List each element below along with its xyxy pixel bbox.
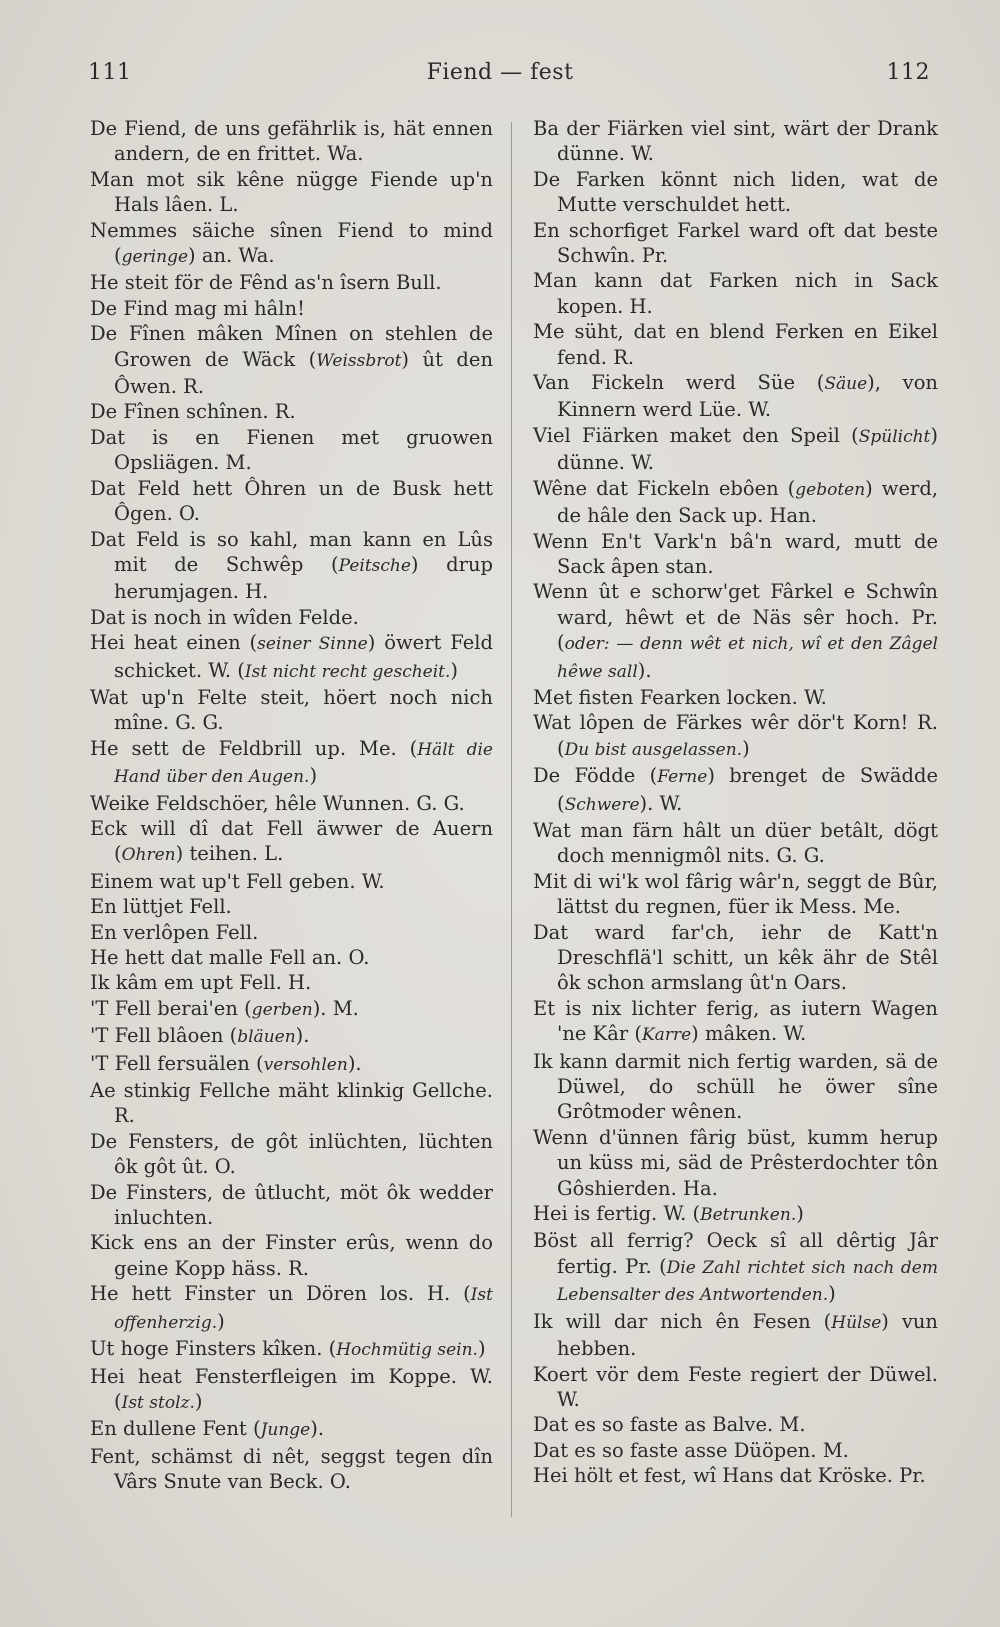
proverb-entry: Hei is fertig. W. (Betrunken.) [533, 1202, 804, 1226]
proverb-entry: Wat lôpen de Färkes wêr dör't Korn! R. (Du bist ausgelassen.) [533, 711, 938, 760]
page-number-left: 111 [88, 60, 132, 85]
proverb-entry: De Fensters, de gôt inlüchten, lüchten ôk gôt ût. O. [90, 1129, 493, 1179]
proverb-entry: Dat is en Fienen met gruowen Opsliägen. M. [90, 425, 493, 475]
proverb-entry: Dat Feld hett Ôhren un de Busk hett Ôgen. O. [90, 476, 493, 526]
proverb-entry: De Fiend, de uns gefährlik is, hät ennen andern, de en frittet. Wa. [90, 117, 493, 166]
proverb-entry: Dat is noch in wîden Felde. [90, 605, 359, 629]
proverb-entry: Weike Feldschöer, hêle Wunnen. G. G. [90, 791, 465, 815]
left-column [90, 116, 493, 1495]
proverb-entry: He hett Finster un Dören los. H. (Ist offenherzig.) [90, 1282, 493, 1333]
proverb-entry: Wat up'n Felte steit, höert noch nich mîne. G. G. [90, 685, 493, 735]
proverb-entry: 'T Fell fersuälen (versohlen). [90, 1051, 362, 1075]
proverb-entry: Ut hoge Finsters kîken. (Hochmütig sein.) [90, 1337, 486, 1361]
proverb-entry: Van Fickeln werd Süe (Säue), von Kinnern werd Lüe. W. [533, 371, 938, 422]
proverb-entry: En verlôpen Fell. [90, 920, 259, 944]
proverb-entry: Et is nix lichter ferig, as iutern Wagen 'ne Kâr (Karre) mâken. W. [533, 996, 938, 1046]
proverb-entry: Dat es so faste as Balve. M. [533, 1413, 806, 1437]
proverb-entry: Viel Fiärken maket den Speil (Spülicht) dünne. W. [533, 423, 938, 475]
proverb-entry: Wenn En't Vark'n bâ'n ward, mutt de Sack âpen stan. [533, 529, 938, 578]
proverb-entry: Nemmes säiche sînen Fiend to mind (geringe) an. Wa. [90, 218, 493, 268]
proverb-entry: Ik kâm em upt Fell. H. [90, 971, 312, 995]
proverb-entry: Dat Feld is so kahl, man kann en Lûs mit de Schwêp (Peitsche) drup herumjagen. H. [90, 527, 494, 604]
proverb-entry: Dat es so faste asse Düöpen. M. [533, 1438, 849, 1462]
proverb-entry: De Finsters, de ûtlucht, möt ôk wedder inluchten. [90, 1180, 493, 1230]
proverb-entry: Hei heat einen (seiner Sinne) öwert Feld schicket. W. (Ist nicht recht gescheit.) [90, 631, 493, 682]
proverb-entry: Ik kann darmit nich fertig warden, sä de Düwel, do schüll he öwer sîne Grôtmoder wênen. [533, 1049, 938, 1124]
proverb-entry: De Födde (Ferne) brenget de Swädde (Schwere). W. [533, 764, 939, 815]
proverb-entry: Ae stinkig Fellche mäht klinkig Gellche. R. [90, 1079, 493, 1128]
proverb-entry: Eck will dî dat Fell äwwer de Auern (Ohren) teihen. L. [90, 816, 493, 866]
proverb-entry: Kick ens an der Finster erûs, wenn do geine Kopp häss. R. [90, 1231, 493, 1280]
proverb-entry: Mit di wi'k wol fârig wâr'n, seggt de Bûr, lättst du regnen, füer ik Mess. Me. [533, 869, 938, 919]
proverb-entry: Wenn ût e schorw'get Fârkel e Schwîn ward, hêwt et de Näs sêr hoch. Pr. (oder: — denn wêt et nich, wî et den Zâgel hêwe sall). [533, 580, 938, 682]
proverb-entry: Wat man färn hâlt un düer betâlt, dögt doch mennigmôl nits. G. G. [533, 818, 938, 868]
running-title: Fiend — fest [426, 60, 574, 85]
proverb-entry: Hei hölt et fest, wî Hans dat Kröske. Pr. [533, 1464, 926, 1488]
proverb-entry: Man kann dat Farken nich in Sack kopen. H. [533, 269, 938, 318]
proverb-entry: Me süht, dat en blend Ferken en Eikel fend. R. [533, 320, 938, 369]
proverb-entry: Einem wat up't Fell geben. W. [90, 869, 385, 893]
proverb-entry: 'T Fell blâoen (bläuen). [90, 1024, 310, 1048]
proverb-entry: He steit för de Fênd as'n îsern Bull. [90, 271, 442, 295]
proverb-entry: En lüttjet Fell. [90, 895, 232, 919]
page-number-right: 112 [886, 60, 930, 85]
proverb-entry: Wêne dat Fickeln ebôen (geboten) werd, de hâle den Sack up. Han. [533, 476, 938, 528]
proverb-entry: 'T Fell berai'en (gerben). M. [90, 996, 359, 1020]
proverb-entry: Fent, schämst di nêt, seggst tegen dîn Vârs Snute van Beck. O. [90, 1444, 493, 1494]
proverb-entry: De Farken könnt nich liden, wat de Mutte verschuldet hett. [533, 167, 938, 217]
proverb-entry: He sett de Feldbrill up. Me. (Hält die Hand über den Augen.) [90, 736, 493, 788]
proverb-entry: Böst all ferrig? Oeck sî all dêrtig Jâr fertig. Pr. (Die Zahl richtet sich nach dem Lebensalter des Antwortenden.) [533, 1229, 938, 1306]
proverb-entry: En dullene Fent (Junge). [90, 1417, 325, 1441]
proverb-entry: He hett dat malle Fell an. O. [90, 946, 370, 969]
proverb-entry: De Fînen mâken Mînen on stehlen de Growen de Wäck (Weissbrot) ût den Ôwen. R. [90, 322, 494, 399]
proverb-entry: Wenn d'ünnen fârig büst, kumm herup un küss mi, säd de Prêsterdochter tôn Gôshierden. Ha. [533, 1125, 938, 1200]
column-divider [511, 122, 512, 1517]
proverb-entry: En schorfiget Farkel ward oft dat beste Schwîn. Pr. [533, 218, 938, 268]
proverb-entry: De Fînen schînen. R. [90, 400, 296, 424]
proverb-entry: Man mot sik kêne nügge Fiende up'n Hals lâen. L. [90, 167, 493, 217]
proverb-entry: Met fisten Fearken locken. W. [533, 685, 827, 709]
proverb-entry: Dat ward far'ch, iehr de Katt'n Dreschflä'l schitt, un kêk ähr de Stêl ôk schon armslang ût'n Oars. [533, 920, 938, 995]
proverb-entry: Koert vör dem Feste regiert der Düwel. W. [533, 1362, 938, 1411]
proverb-entry: Hei heat Fensterfleigen im Koppe. W. (Ist stolz.) [90, 1364, 493, 1413]
proverb-entry: De Find mag mi hâln! [90, 296, 305, 320]
proverb-entry: Ik will dar nich ên Fesen (Hülse) vun hebben. [533, 1309, 938, 1361]
right-column [533, 116, 938, 1489]
proverb-entry: Ba der Fiärken viel sint, wärt der Drank dünne. W. [533, 117, 938, 166]
